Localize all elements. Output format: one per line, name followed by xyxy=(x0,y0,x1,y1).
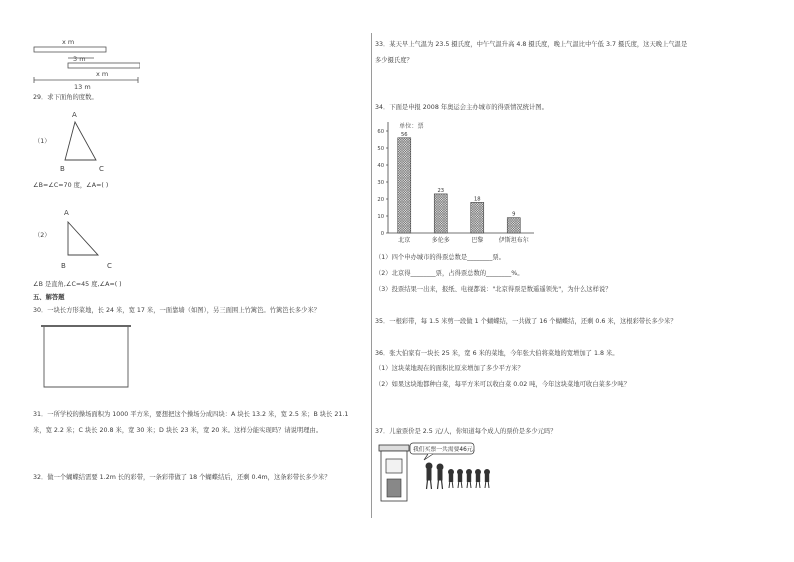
bar xyxy=(471,202,484,233)
bars-group xyxy=(398,132,529,244)
y-tick-label: 60 xyxy=(377,129,384,135)
vertex-a-label: A xyxy=(72,111,77,119)
q33-line2: 多少摄氏度？ xyxy=(375,57,413,64)
q29-fig2-condition: ∠B 是直角,∠C=45 度,∠A=( ) xyxy=(33,281,122,288)
q35-text: 35．一根彩带，每 1.5 米剪一段做 1 个蝴蝶结，一共做了 16 个蝴蝶结，还剩 0.6 米，这根彩带长多少米？ xyxy=(375,318,677,325)
q31-line1: 31．一所学校的操场面积为 1000 平方米，要想把这个操场分成四块：A 块长 13.2 米，宽 2.5 米；B 块长 21.1 xyxy=(33,411,349,418)
category-label: 巴黎 xyxy=(471,237,484,244)
triangle-shape xyxy=(65,122,96,160)
q30-text: 30．一块长方形菜地，长 24 米，宽 17 米，一面靠墙（如图），另三面围上竹篱笆。竹篱笆长多少米？ xyxy=(33,307,321,314)
speech-bubble-tail xyxy=(424,454,433,460)
column-divider xyxy=(371,33,372,518)
q36-sub1: （1）这块菜地现在的面积比原来增加了多少平方米？ xyxy=(375,365,524,372)
q29-title: 29．求下面角的度数。 xyxy=(33,94,98,101)
vegetable-field-figure xyxy=(40,321,132,389)
right-triangle xyxy=(58,206,118,272)
y-tick-label: 0 xyxy=(380,231,384,237)
q34-sub1: （1）四个申办城市的得票总数是________票。 xyxy=(375,254,505,261)
speech-bubble-text: 我们买票一共需要46元。 xyxy=(413,447,479,453)
q34-sub3: （3）投票结果一出来，报纸、电视都说："北京得票是数遥遥领先"，为什么这样说？ xyxy=(375,286,612,293)
isosceles-triangle xyxy=(58,108,108,174)
bar xyxy=(434,194,447,233)
y-tick-label: 20 xyxy=(377,197,384,203)
chart-unit-label: 单位：票 xyxy=(399,123,424,130)
q29-fig1-number: （1） xyxy=(34,138,51,145)
bar-value-label: 18 xyxy=(473,196,481,203)
vertex-a-label-2: A xyxy=(64,209,69,217)
triangle-shape-2 xyxy=(68,222,98,255)
y-tick-label: 40 xyxy=(377,163,384,169)
section-five-heading: 五、解答题 xyxy=(33,294,65,301)
vertex-c-label-2: C xyxy=(107,262,112,270)
q34-sub2: （2）北京得________票，占得票总数的________%。 xyxy=(375,270,524,277)
bar-value-label: 56 xyxy=(400,131,408,138)
q32-text: 32．做一个蝴蝶结需要 1.2m 长的彩带，一条彩带做了 18 个蝴蝶结后，还剩 0.4m，这条彩带长多少米？ xyxy=(33,474,331,481)
vote-bar-chart xyxy=(372,118,542,250)
bar xyxy=(398,138,411,233)
segment-right-bar xyxy=(68,63,140,68)
booth-window xyxy=(386,459,402,473)
q31-line2: 米，宽 2.2 米；C 块长 20.8 米，宽 30 米；D 块长 23 米，宽 20 米。这样分能实现吗？请说明理由。 xyxy=(33,427,323,434)
booth-roof xyxy=(379,445,409,451)
q29-fig2-number: （2） xyxy=(34,232,51,239)
bar-value-label: 23 xyxy=(437,187,445,194)
segment-mid-label: 3 m xyxy=(73,55,86,63)
vertex-c-label: C xyxy=(99,165,104,173)
segment-top-bar xyxy=(34,47,106,52)
y-ticks xyxy=(377,129,388,237)
category-label: 多伦多 xyxy=(431,237,450,244)
bar xyxy=(507,218,520,233)
category-label: 北京 xyxy=(398,237,411,244)
vertex-b-label-2: B xyxy=(61,262,66,270)
bar-value-label: 9 xyxy=(512,211,516,218)
y-tick-label: 30 xyxy=(377,180,384,186)
segment-right-label: x m xyxy=(96,70,109,78)
category-label: 伊斯坦布尔 xyxy=(498,237,529,244)
y-tick-label: 50 xyxy=(377,146,384,152)
ticket-booth-illustration xyxy=(378,441,518,503)
vertex-b-label: B xyxy=(60,165,65,173)
segment-top-label: x m xyxy=(62,38,75,46)
fence-lines xyxy=(44,327,128,387)
segment-figure xyxy=(30,36,140,92)
q29-fig1-condition: ∠B=∠C=70 度，∠A=( ) xyxy=(33,182,109,189)
q36-line1: 36．张大伯家有一块长 25 米，宽 6 米的菜地，今年张大伯将菜地的宽增加了 1.8 米。 xyxy=(375,350,619,357)
q34-title: 34．下面是申报 2008 年奥运会主办城市的得票情况统计图。 xyxy=(375,104,548,111)
booth-sign xyxy=(387,479,401,497)
child-figures xyxy=(449,470,490,489)
q33-line1: 33．某天早上气温为 23.5 摄氏度，中午气温升高 4.8 摄氏度，晚上气温比中午低 3.7 摄氏度，这天晚上气温是 xyxy=(375,41,688,48)
q36-sub2: （2）如果这块地都种白菜，每平方米可以收白菜 0.02 吨，今年这块菜地可收白菜多少吨？ xyxy=(375,381,631,388)
q37-title: 37．儿童票价是 2.5 元/人，你知道每个成人的票价是多少元吗？ xyxy=(375,428,557,435)
segment-total-label: 13 m xyxy=(74,83,91,91)
y-tick-label: 10 xyxy=(377,214,384,220)
adult-figures xyxy=(426,463,443,489)
